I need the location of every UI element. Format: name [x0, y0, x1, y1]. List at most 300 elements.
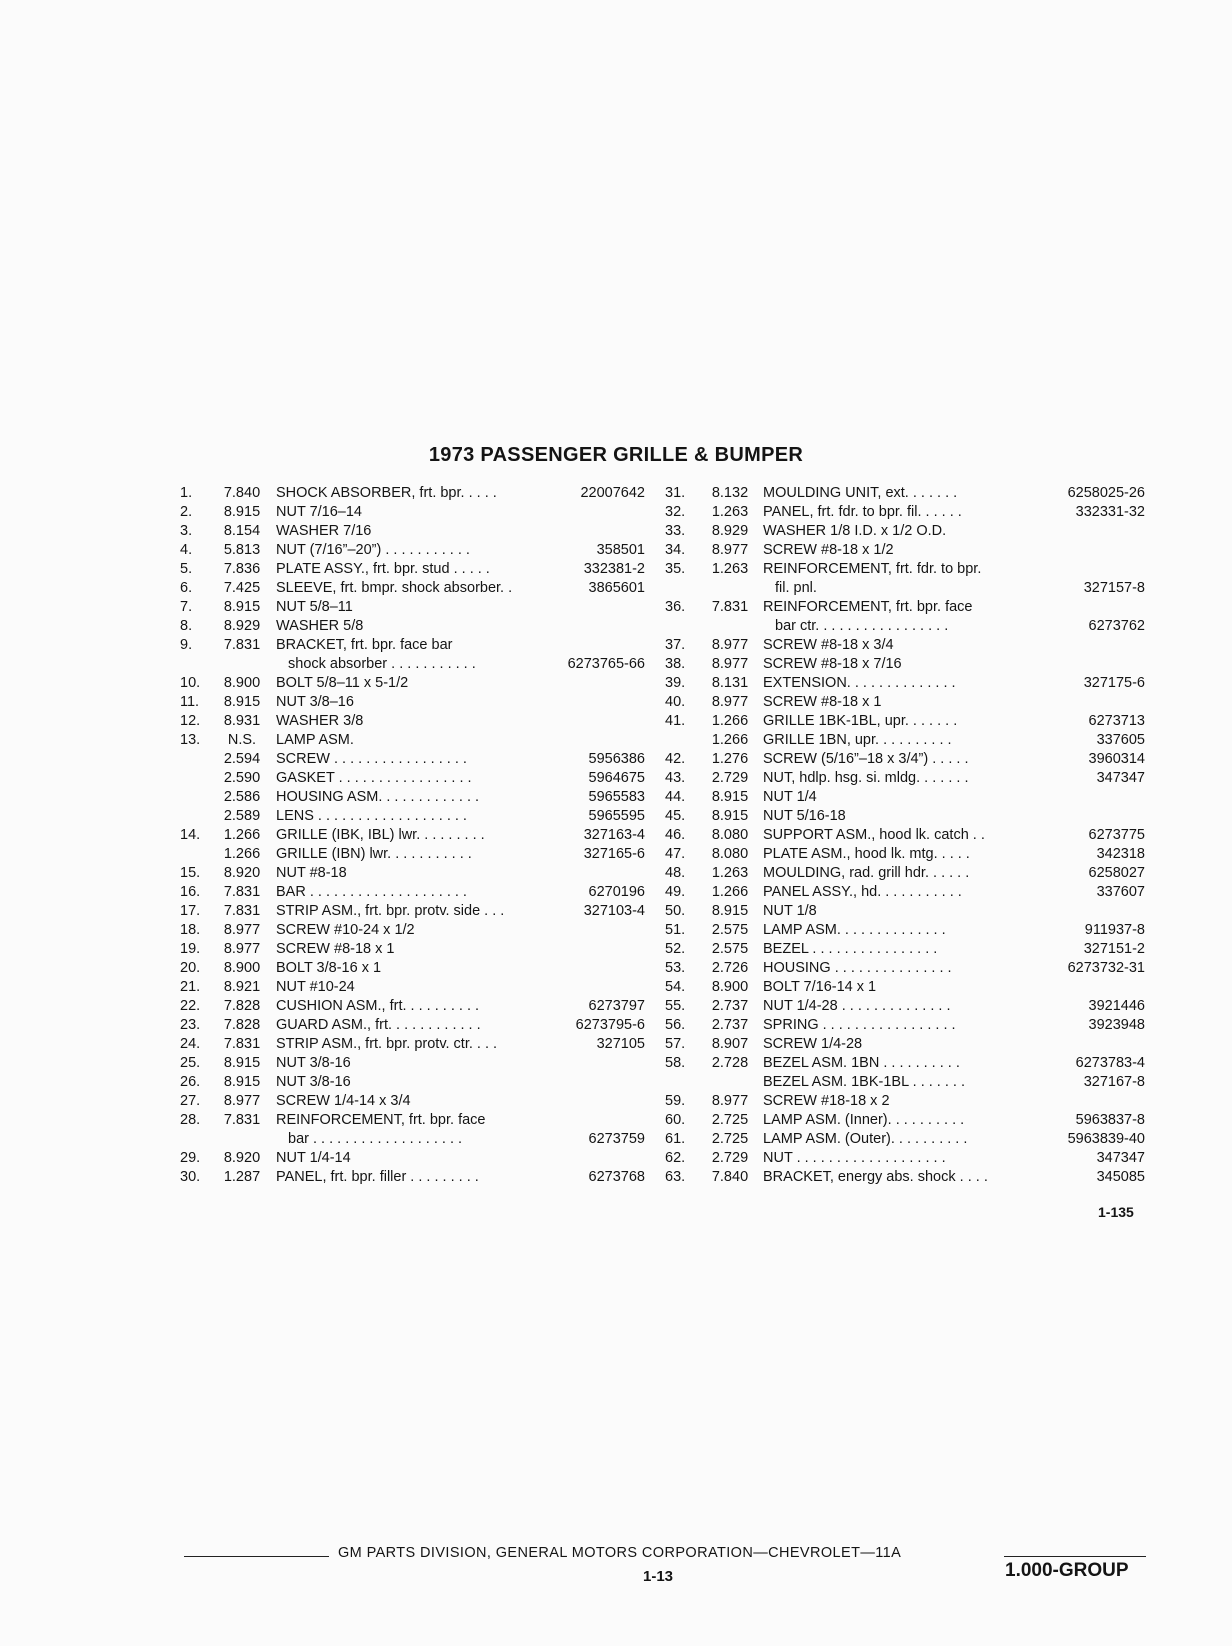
part-description: GRILLE (IBK, IBL) lwr. . . . . . . . .: [276, 827, 485, 843]
group-number: 1.266: [711, 713, 749, 729]
part-row: [665, 845, 1145, 864]
part-description: NUT 1/8: [763, 903, 817, 919]
part-row: [180, 1111, 645, 1130]
item-number: 3.: [180, 523, 193, 539]
part-description: BRACKET, frt. bpr. face bar: [276, 637, 453, 653]
part-number: [1141, 788, 1145, 807]
part-number: 327105: [596, 1036, 645, 1052]
part-row: [180, 921, 645, 940]
part-description: NUT, hdlp. hsg. si. mldg. . . . . . .: [763, 770, 969, 786]
part-description: REINFORCEMENT, frt. bpr. face: [763, 599, 973, 615]
part-row: [665, 940, 1145, 959]
part-row: [665, 1149, 1145, 1168]
part-number: [641, 1092, 645, 1111]
part-description: BEZEL ASM. 1BK-1BL . . . . . . .: [763, 1074, 966, 1090]
item-number: 18.: [180, 922, 201, 938]
item-number: 40.: [665, 694, 686, 710]
group-number: 8.915: [711, 789, 749, 805]
part-row: [180, 826, 645, 845]
part-description: BAR . . . . . . . . . . . . . . . . . . . .: [276, 884, 467, 900]
part-description: fil. pnl.: [775, 580, 817, 596]
item-number: 56.: [665, 1017, 686, 1033]
group-number: [705, 579, 755, 598]
group-number: 8.915: [711, 808, 749, 824]
part-number: 5964675: [588, 770, 645, 786]
part-row: [180, 788, 645, 807]
part-number: [641, 674, 645, 693]
group-number: 2.594: [223, 751, 261, 767]
item-number: 63.: [665, 1169, 686, 1185]
part-description: bar ctr. . . . . . . . . . . . . . . . .: [775, 618, 949, 634]
group-number: [216, 1130, 268, 1149]
part-description: HOUSING . . . . . . . . . . . . . . .: [763, 960, 952, 976]
part-number: 327165-6: [583, 846, 645, 862]
page-title: 1973 PASSENGER GRILLE & BUMPER: [428, 444, 804, 466]
part-row: [665, 636, 1145, 655]
part-description: SCREW #8-18 x 1/2: [763, 542, 894, 558]
group-number: 7.836: [223, 561, 261, 577]
item-number: 55.: [665, 998, 686, 1014]
part-number: [641, 1073, 645, 1092]
part-number: [1141, 807, 1145, 826]
item-number: 6.: [180, 580, 193, 596]
item-number: 4.: [180, 542, 193, 558]
group-number: 7.425: [223, 580, 261, 596]
part-number: [1141, 522, 1145, 541]
part-description: SCREW . . . . . . . . . . . . . . . . .: [276, 751, 467, 767]
item-number: 38.: [665, 656, 686, 672]
part-row: [180, 617, 645, 636]
part-number: 5965583: [588, 789, 645, 805]
part-number: 347347: [1096, 1150, 1145, 1166]
part-description: GRILLE 1BK-1BL, upr. . . . . . .: [763, 713, 958, 729]
part-number: [641, 1111, 645, 1130]
item-number: 60.: [665, 1112, 686, 1128]
item-number: [180, 807, 216, 826]
part-number: 327163-4: [583, 827, 645, 843]
group-number: 8.915: [711, 903, 749, 919]
part-number: 6273765-66: [567, 656, 645, 672]
part-row: [180, 731, 645, 750]
part-description: HOUSING ASM. . . . . . . . . . . . .: [276, 789, 480, 805]
group-number: 8.920: [223, 1150, 261, 1166]
item-number: 45.: [665, 808, 686, 824]
part-description: NUT 3/8-16: [276, 1074, 351, 1090]
group-number: [216, 655, 268, 674]
part-number: 3921446: [1088, 998, 1145, 1014]
item-number: 59.: [665, 1093, 686, 1109]
item-number: 13.: [180, 732, 201, 748]
part-number: 345085: [1096, 1169, 1145, 1185]
part-row: [180, 978, 645, 997]
part-description: SCREW #8-18 x 1: [276, 941, 395, 957]
part-description: LAMP ASM. (Outer). . . . . . . . . .: [763, 1131, 968, 1147]
group-number: 8.977: [711, 656, 749, 672]
part-description: BOLT 3/8-16 x 1: [276, 960, 382, 976]
part-number: 6273762: [1088, 618, 1145, 634]
part-description: SUPPORT ASM., hood lk. catch . .: [763, 827, 985, 843]
part-description: PANEL, frt. fdr. to bpr. fil. . . . . .: [763, 504, 962, 520]
group-number: 1.266: [223, 827, 261, 843]
group-number: 8.929: [223, 618, 261, 634]
item-number: [180, 655, 216, 674]
part-row: [665, 1035, 1145, 1054]
part-description: SCREW #18-18 x 2: [763, 1093, 890, 1109]
group-number: 2.737: [711, 1017, 749, 1033]
item-number: 36.: [665, 599, 686, 615]
part-number: [641, 598, 645, 617]
item-number: 47.: [665, 846, 686, 862]
part-description: REINFORCEMENT, frt. bpr. face: [276, 1112, 486, 1128]
part-description: PLATE ASM., hood lk. mtg. . . . .: [763, 846, 970, 862]
part-description: SCREW #8-18 x 1: [763, 694, 882, 710]
part-number: 6258025-26: [1067, 485, 1145, 501]
part-row: [180, 750, 645, 769]
item-number: 51.: [665, 922, 686, 938]
item-number: 42.: [665, 751, 686, 767]
part-row: [180, 636, 645, 655]
item-number: [665, 579, 705, 598]
part-description: SPRING . . . . . . . . . . . . . . . . .: [763, 1017, 956, 1033]
item-number: [665, 731, 705, 750]
part-number: 327175-6: [1083, 675, 1145, 691]
item-number: 14.: [180, 827, 201, 843]
footer-publisher: GM PARTS DIVISION, GENERAL MOTORS CORPORATION—CHEVROLET—11A: [338, 1545, 902, 1561]
part-number: 358501: [596, 542, 645, 558]
group-number: 8.154: [223, 523, 261, 539]
group-number: 7.831: [223, 903, 261, 919]
part-row: [665, 655, 1145, 674]
part-row: [180, 674, 645, 693]
part-row: [180, 484, 645, 503]
part-description: SCREW #8-18 x 3/4: [763, 637, 894, 653]
group-number: 8.131: [711, 675, 749, 691]
part-number: [641, 693, 645, 712]
part-row: [665, 826, 1145, 845]
group-number: 8.977: [711, 637, 749, 653]
item-number: 8.: [180, 618, 193, 634]
part-number: 6270196: [588, 884, 645, 900]
group-number: 8.900: [223, 675, 261, 691]
group-number: 8.929: [711, 523, 749, 539]
part-number: [641, 522, 645, 541]
part-description: NUT 1/4: [763, 789, 817, 805]
part-number: 6273775: [1088, 827, 1145, 843]
part-number: 6273713: [1088, 713, 1145, 729]
group-number: 8.080: [711, 846, 749, 862]
part-row: [180, 522, 645, 541]
item-number: 27.: [180, 1093, 201, 1109]
part-description: BOLT 7/16-14 x 1: [763, 979, 877, 995]
part-row: [665, 978, 1145, 997]
part-row: [665, 712, 1145, 731]
section-page-reference: 1-135: [1098, 1204, 1134, 1220]
item-number: 44.: [665, 789, 686, 805]
group-number: 1.263: [711, 504, 749, 520]
part-description: EXTENSION. . . . . . . . . . . . . .: [763, 675, 956, 691]
part-number: [1141, 978, 1145, 997]
part-number: [641, 921, 645, 940]
group-number: 8.931: [223, 713, 261, 729]
group-number: 7.828: [223, 1017, 261, 1033]
item-number: 43.: [665, 770, 686, 786]
part-number: [1141, 541, 1145, 560]
footer-rule-right: [1004, 1556, 1146, 1557]
group-number: 7.831: [223, 637, 261, 653]
item-number: 34.: [665, 542, 686, 558]
item-number: 61.: [665, 1131, 686, 1147]
part-number: [1141, 1035, 1145, 1054]
item-number: 25.: [180, 1055, 201, 1071]
part-description: NUT 3/8-16: [276, 1055, 351, 1071]
item-number: 62.: [665, 1150, 686, 1166]
part-row: [180, 883, 645, 902]
item-number: 50.: [665, 903, 686, 919]
group-number: 2.575: [711, 941, 749, 957]
item-number: 31.: [665, 485, 686, 501]
footer-rule-left: [184, 1556, 329, 1557]
item-number: 20.: [180, 960, 201, 976]
part-number: [1141, 636, 1145, 655]
part-description: BEZEL ASM. 1BN . . . . . . . . . .: [763, 1055, 960, 1071]
part-number: 22007642: [580, 485, 645, 501]
group-number: 2.728: [711, 1055, 749, 1071]
part-number: 5963837-8: [1075, 1112, 1145, 1128]
item-number: 1.: [180, 485, 193, 501]
part-number: 6273783-4: [1075, 1055, 1145, 1071]
group-number: 7.831: [711, 599, 749, 615]
group-number: 8.915: [223, 504, 261, 520]
part-description: NUT #10-24: [276, 979, 355, 995]
item-number: 17.: [180, 903, 201, 919]
part-number: 5965595: [588, 808, 645, 824]
item-number: [180, 845, 216, 864]
part-row: [180, 1016, 645, 1035]
group-number: 1.276: [711, 751, 749, 767]
part-row: [665, 1130, 1145, 1149]
part-description: NUT 3/8–16: [276, 694, 354, 710]
group-number: 1.266: [711, 884, 749, 900]
part-description: NUT 7/16–14: [276, 504, 362, 520]
part-description: NUT (7/16”–20”) . . . . . . . . . . .: [276, 542, 470, 558]
part-number: [641, 864, 645, 883]
part-row: [665, 674, 1145, 693]
group-number: [705, 617, 755, 636]
part-row: [665, 598, 1145, 617]
item-number: 10.: [180, 675, 201, 691]
part-description: SHOCK ABSORBER, frt. bpr. . . . .: [276, 485, 497, 501]
item-number: 28.: [180, 1112, 201, 1128]
part-description: GASKET . . . . . . . . . . . . . . . . .: [276, 770, 472, 786]
group-number: 2.737: [711, 998, 749, 1014]
group-number: 8.915: [223, 1055, 261, 1071]
group-number: 7.831: [223, 1036, 261, 1052]
item-number: 5.: [180, 561, 193, 577]
item-number: 9.: [180, 637, 193, 653]
group-number: 8.977: [223, 941, 261, 957]
part-row: [180, 503, 645, 522]
item-number: 15.: [180, 865, 201, 881]
part-description: STRIP ASM., frt. bpr. protv. ctr. . . .: [276, 1036, 498, 1052]
part-number: [1141, 693, 1145, 712]
part-row: [665, 959, 1145, 978]
part-row: [180, 1054, 645, 1073]
part-description: GRILLE (IBN) lwr. . . . . . . . . . .: [276, 846, 472, 862]
part-row: [665, 921, 1145, 940]
part-description: WASHER 5/8: [276, 618, 364, 634]
group-number: 7.831: [223, 1112, 261, 1128]
part-row: [665, 693, 1145, 712]
part-description: PANEL, frt. bpr. filler . . . . . . . . .: [276, 1169, 479, 1185]
group-number: 8.132: [711, 485, 749, 501]
part-row: [665, 522, 1145, 541]
group-number: 2.586: [223, 789, 261, 805]
part-row: [180, 560, 645, 579]
part-number: 3923948: [1088, 1017, 1145, 1033]
item-number: 58.: [665, 1055, 686, 1071]
part-number: [641, 959, 645, 978]
item-number: 16.: [180, 884, 201, 900]
part-row: [180, 541, 645, 560]
part-number: 911937-8: [1084, 922, 1145, 938]
part-description: BOLT 5/8–11 x 5-1/2: [276, 675, 409, 691]
item-number: 2.: [180, 504, 193, 520]
part-description: shock absorber . . . . . . . . . . .: [288, 656, 476, 672]
group-number: 8.921: [223, 979, 261, 995]
part-description: PANEL ASSY., hd. . . . . . . . . . .: [763, 884, 962, 900]
part-row: [180, 693, 645, 712]
item-number: 29.: [180, 1150, 201, 1166]
part-number: [1141, 655, 1145, 674]
part-description: LAMP ASM. . . . . . . . . . . . . .: [763, 922, 946, 938]
item-number: 49.: [665, 884, 686, 900]
item-number: 46.: [665, 827, 686, 843]
part-description: SLEEVE, frt. bmpr. shock absorber. .: [276, 580, 513, 596]
part-number: [641, 636, 645, 655]
part-description: SCREW (5/16”–18 x 3/4”) . . . . .: [763, 751, 969, 767]
part-number: [1141, 902, 1145, 921]
group-number: 7.831: [223, 884, 261, 900]
part-row: [665, 731, 1145, 750]
part-row: [180, 1149, 645, 1168]
group-number: [705, 1073, 755, 1092]
part-number: 5956386: [588, 751, 645, 767]
part-number: 6273768: [588, 1169, 645, 1185]
part-number: 6273795-6: [575, 1017, 645, 1033]
group-number: 8.977: [223, 1093, 261, 1109]
part-row: [665, 541, 1145, 560]
part-number: 6258027: [1088, 865, 1145, 881]
part-description: NUT 1/4-28 . . . . . . . . . . . . . .: [763, 998, 951, 1014]
group-number: 8.907: [711, 1036, 749, 1052]
group-number: 1.263: [711, 865, 749, 881]
part-row: [180, 769, 645, 788]
part-description: CUSHION ASM., frt. . . . . . . . . .: [276, 998, 480, 1014]
group-number: 7.840: [711, 1169, 749, 1185]
group-number: N.S.: [227, 732, 257, 748]
part-row: [180, 1035, 645, 1054]
part-row: [180, 579, 645, 598]
part-description: GUARD ASM., frt. . . . . . . . . . . .: [276, 1017, 481, 1033]
part-row: [665, 1092, 1145, 1111]
group-number: 8.900: [711, 979, 749, 995]
part-row: [665, 864, 1145, 883]
footer-page-number: 1-13: [643, 1568, 674, 1585]
part-number: 347347: [1096, 770, 1145, 786]
item-number: 41.: [665, 713, 686, 729]
item-number: 21.: [180, 979, 201, 995]
group-number: 8.915: [223, 599, 261, 615]
part-description: NUT 5/8–11: [276, 599, 353, 615]
part-number: 6273759: [588, 1131, 645, 1147]
group-number: 8.920: [223, 865, 261, 881]
part-row: [665, 503, 1145, 522]
part-number: [641, 1054, 645, 1073]
item-number: 53.: [665, 960, 686, 976]
item-number: [665, 617, 705, 636]
part-description: WASHER 7/16: [276, 523, 372, 539]
part-description: NUT 5/16-18: [763, 808, 846, 824]
part-description: SCREW 1/4-14 x 3/4: [276, 1093, 411, 1109]
part-row: [665, 769, 1145, 788]
group-number: 2.729: [711, 1150, 749, 1166]
part-number: 327157-8: [1083, 580, 1145, 596]
group-number: 8.977: [711, 694, 749, 710]
part-row: [665, 484, 1145, 503]
group-number: 8.915: [223, 1074, 261, 1090]
part-number: [641, 712, 645, 731]
part-row: [180, 959, 645, 978]
part-row: [665, 1168, 1145, 1187]
item-number: [665, 1073, 705, 1092]
part-description: LENS . . . . . . . . . . . . . . . . . . .: [276, 808, 467, 824]
item-number: 48.: [665, 865, 686, 881]
item-number: 26.: [180, 1074, 201, 1090]
group-number: 1.287: [223, 1169, 261, 1185]
item-number: 23.: [180, 1017, 201, 1033]
part-row: [180, 997, 645, 1016]
part-description: GRILLE 1BN, upr. . . . . . . . . .: [763, 732, 952, 748]
group-number: 8.900: [223, 960, 261, 976]
part-description: SCREW #10-24 x 1/2: [276, 922, 415, 938]
group-number: 2.725: [711, 1112, 749, 1128]
part-number: [1141, 1092, 1145, 1111]
item-number: 35.: [665, 561, 686, 577]
part-row: [180, 1168, 645, 1187]
part-number: [1141, 598, 1145, 617]
part-row: [180, 598, 645, 617]
part-description: NUT 1/4-14: [276, 1150, 351, 1166]
group-number: 7.840: [223, 485, 261, 501]
part-number: 327151-2: [1083, 941, 1145, 957]
part-description: bar . . . . . . . . . . . . . . . . . . .: [288, 1131, 463, 1147]
part-number: 5963839-40: [1067, 1131, 1145, 1147]
part-number: [641, 731, 645, 750]
part-description: MOULDING, rad. grill hdr. . . . . .: [763, 865, 970, 881]
item-number: 24.: [180, 1036, 201, 1052]
group-number: 8.977: [711, 1093, 749, 1109]
part-number: 332331-32: [1075, 504, 1145, 520]
part-row: [180, 655, 645, 674]
item-number: 11.: [180, 694, 200, 710]
item-number: 12.: [180, 713, 201, 729]
part-row: [665, 1073, 1145, 1092]
group-number: 8.977: [711, 542, 749, 558]
item-number: 37.: [665, 637, 686, 653]
part-number: [641, 978, 645, 997]
part-row: [665, 807, 1145, 826]
item-number: 39.: [665, 675, 686, 691]
